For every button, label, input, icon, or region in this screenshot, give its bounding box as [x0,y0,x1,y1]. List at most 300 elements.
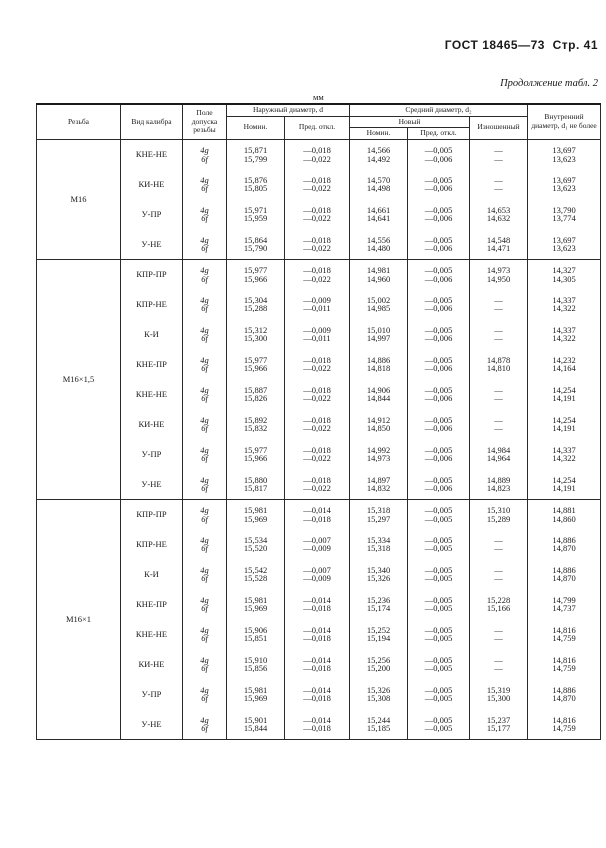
pitch-nominal-value: 14,498 [366,183,391,194]
pitch-worn-value: 14,889 [486,474,511,485]
gauge-type: У-ПР [121,439,183,469]
pitch-worn-value: 14,984 [486,444,511,455]
tolerance-field-value: 4g [200,354,209,365]
pitch-deviation-value: —0,005 [424,594,453,605]
outer-deviation-value: —0,009 [303,543,331,554]
inner-diameter-value: 14,759 [552,663,576,674]
pitch-worn [470,679,528,709]
inner-diameter [528,709,601,739]
tolerance-field-value: 6f [201,183,208,194]
pitch-worn [470,709,528,739]
outer-nominal-value: 15,892 [243,414,268,425]
pitch-nominal [350,559,408,589]
pitch-worn [470,469,528,499]
inner-diameter-value: 14,870 [552,543,576,554]
outer-nominal-value: 15,981 [243,594,268,605]
pitch-nominal [350,439,408,469]
tolerance-field-value: 6f [201,363,208,374]
pitch-worn [470,229,528,259]
tolerance-field [183,409,227,439]
tolerance-field-value: 6f [201,153,208,164]
pitch-deviation-value: —0,005 [424,534,453,545]
pitch-deviation [408,229,470,259]
outer-nominal [227,289,285,319]
gauge-type: КНЕ-НЕ [121,139,183,169]
pitch-deviation [408,649,470,679]
outer-deviation-value: —0,007 [303,534,331,545]
pitch-worn-value: — [494,393,503,404]
outer-nominal-value: 15,966 [243,363,268,374]
pitch-nominal-value: 15,318 [366,543,391,554]
table-row [37,709,601,739]
outer-deviation-value: —0,018 [303,384,331,395]
pitch-deviation-value: —0,006 [424,453,453,464]
table-row [37,439,601,469]
pitch-worn [470,529,528,559]
col-outer-nominal: Номин. [227,116,285,139]
pitch-worn [470,289,528,319]
pitch-worn-value: — [494,633,503,644]
pitch-nominal-value: 14,832 [366,483,391,494]
pitch-deviation-value: —0,005 [424,693,453,704]
outer-deviation-value: —0,014 [303,505,331,516]
outer-nominal-value: 15,969 [243,603,268,614]
table-row [37,289,601,319]
inner-diameter-value: 14,191 [552,393,576,404]
outer-deviation-value: —0,022 [303,213,331,224]
inner-diameter-value: 14,759 [552,633,576,644]
outer-nominal-value: 15,534 [243,534,268,545]
outer-deviation-value: —0,014 [303,594,331,605]
outer-deviation-value: —0,022 [303,363,331,374]
pitch-deviation-value: —0,006 [424,213,453,224]
gauge-type: КНЕ-ПР [121,349,183,379]
outer-nominal-value: 15,817 [243,483,268,494]
outer-nominal-value: 15,906 [243,624,268,635]
tolerance-field-value: 4g [200,265,209,276]
gauge-type: КНЕ-НЕ [121,619,183,649]
tolerance-field [183,529,227,559]
outer-nominal-value: 15,871 [243,145,268,156]
outer-deviation-value: —0,014 [303,684,331,695]
pitch-nominal-value: 14,897 [366,474,391,485]
inner-diameter [528,679,601,709]
pitch-nominal-value: 14,997 [366,333,391,344]
tolerance-field [183,139,227,169]
tolerance-field-value: 6f [201,573,208,584]
col-gauge-type: Вид калибра [121,104,183,139]
outer-deviation [285,679,350,709]
pitch-worn [470,409,528,439]
col-pitch-worn: Изношенный [470,116,528,139]
pitch-worn-value: 14,823 [486,483,511,494]
outer-nominal-value: 15,844 [243,723,268,734]
pitch-worn-value: 14,632 [486,213,511,224]
pitch-worn-value: 15,237 [486,714,511,725]
inner-diameter-value: 13,697 [552,174,576,185]
tolerance-field-value: 6f [201,723,208,734]
pitch-deviation-value: —0,005 [424,384,453,395]
pitch-worn-value: 14,950 [486,273,511,284]
pitch-deviation-value: —0,005 [424,505,453,516]
inner-diameter-value: 13,623 [552,183,576,194]
table-row [37,679,601,709]
outer-nominal-value: 15,528 [243,573,268,584]
pitch-nominal-value: 14,985 [366,303,391,314]
pitch-nominal-value: 14,492 [366,153,391,164]
outer-deviation-value: —0,018 [303,234,331,245]
table-row [37,139,601,169]
gauge-type: КПР-НЕ [121,529,183,559]
inner-diameter-value: 14,254 [552,414,576,425]
outer-deviation-value: —0,011 [303,333,331,344]
pitch-worn [470,559,528,589]
thread-designation: М16×1,5 [37,259,121,499]
pitch-worn-value: 14,973 [486,265,511,276]
thread-designation: М16 [37,139,121,259]
outer-deviation [285,319,350,349]
col-inner-diameter: Внутренний диаметр, d₁ не более [528,104,601,139]
inner-diameter [528,529,601,559]
pitch-worn-value: — [494,543,503,554]
pitch-deviation-value: —0,006 [424,303,453,314]
outer-deviation-value: —0,018 [303,603,331,614]
inner-diameter [528,649,601,679]
inner-diameter-value: 14,337 [552,444,576,455]
pitch-nominal-value: 14,981 [366,265,391,276]
page-header [445,38,598,52]
pitch-deviation [408,379,470,409]
pitch-worn-value: 15,177 [486,723,511,734]
pitch-deviation-value: —0,005 [424,543,453,554]
tolerance-field-value: 6f [201,633,208,644]
tolerance-field-value: 4g [200,414,209,425]
inner-diameter-value: 14,322 [552,453,576,464]
tolerance-field-value: 4g [200,624,209,635]
inner-diameter-value: 14,254 [552,384,576,395]
pitch-deviation [408,559,470,589]
pitch-nominal [350,649,408,679]
pitch-worn-value: — [494,183,503,194]
tolerance-field [183,469,227,499]
pitch-nominal-value: 15,002 [366,294,391,305]
tolerance-field-value: 6f [201,483,208,494]
tolerance-field [183,199,227,229]
tolerance-field [183,169,227,199]
col-outer-diameter: Наружный диаметр, d [227,104,350,116]
tolerance-field-value: 4g [200,684,209,695]
pitch-nominal [350,199,408,229]
outer-deviation-value: —0,007 [303,564,331,575]
outer-deviation [285,379,350,409]
pitch-deviation-value: —0,006 [424,243,453,254]
outer-deviation [285,259,350,289]
gauge-type: К-И [121,559,183,589]
outer-deviation-value: —0,018 [303,354,331,365]
pitch-nominal-value: 14,641 [366,213,391,224]
units-label: мм [313,92,324,102]
outer-nominal [227,649,285,679]
pitch-worn-value: 14,878 [486,354,511,365]
outer-nominal-value: 15,520 [243,543,268,554]
table-body [37,139,601,739]
tolerance-field [183,259,227,289]
tolerance-field-value: 6f [201,603,208,614]
pitch-deviation-value: —0,005 [424,573,453,584]
outer-deviation-value: —0,009 [303,294,331,305]
table-row [37,319,601,349]
pitch-nominal-value: 14,844 [366,393,391,404]
tolerance-field-value: 6f [201,333,208,344]
pitch-nominal [350,289,408,319]
inner-diameter [528,589,601,619]
table-row [37,259,601,289]
pitch-nominal [350,499,408,529]
pitch-deviation-value: —0,005 [424,174,453,185]
table-row [37,469,601,499]
pitch-worn-value: — [494,174,503,185]
pitch-worn [470,319,528,349]
tolerance-field-value: 6f [201,213,208,224]
tolerance-field [183,499,227,529]
pitch-worn-value: 14,810 [486,363,511,374]
outer-nominal-value: 15,971 [243,204,268,215]
pitch-worn-value: — [494,153,503,164]
pitch-deviation-value: —0,005 [424,654,453,665]
table-row [37,349,601,379]
outer-nominal [227,379,285,409]
col-tolerance-field: Поле допуска резьбы [183,104,227,139]
pitch-deviation [408,439,470,469]
pitch-deviation-value: —0,005 [424,204,453,215]
gauge-type: КНЕ-НЕ [121,379,183,409]
outer-nominal-value: 15,288 [243,303,268,314]
outer-nominal [227,319,285,349]
pitch-deviation [408,409,470,439]
col-outer-deviation: Пред. откл. [285,116,350,139]
tolerance-field-value: 4g [200,145,209,156]
tolerance-field-value: 6f [201,453,208,464]
tolerance-field-value: 6f [201,693,208,704]
outer-deviation-value: —0,022 [303,483,331,494]
pitch-nominal-value: 15,252 [366,624,391,635]
pitch-nominal-value: 14,992 [366,444,391,455]
pitch-worn [470,649,528,679]
inner-diameter-value: 14,322 [552,303,576,314]
outer-nominal [227,589,285,619]
pitch-nominal-value: 14,906 [366,384,391,395]
outer-nominal-value: 15,832 [243,423,268,434]
tolerance-field-value: 6f [201,663,208,674]
tolerance-field-value: 4g [200,204,209,215]
pitch-deviation-value: —0,005 [424,633,453,644]
pitch-nominal [350,469,408,499]
pitch-deviation-value: —0,006 [424,393,453,404]
pitch-worn-value: — [494,384,503,395]
pitch-nominal-value: 14,818 [366,363,391,374]
pitch-deviation-value: —0,006 [424,153,453,164]
outer-nominal-value: 15,542 [243,564,268,575]
outer-deviation [285,499,350,529]
outer-nominal [227,679,285,709]
inner-diameter [528,319,601,349]
pitch-deviation [408,169,470,199]
outer-nominal-value: 15,851 [243,633,268,644]
outer-nominal-value: 15,969 [243,693,268,704]
tolerance-field [183,379,227,409]
outer-deviation-value: —0,018 [303,693,331,704]
standard-number: ГОСТ 18465—73 [444,38,545,52]
pitch-worn [470,349,528,379]
inner-diameter [528,349,601,379]
col-pitch-new: Новый [350,116,470,128]
pitch-nominal-value: 14,566 [366,145,391,156]
tolerance-field-value: 6f [201,393,208,404]
pitch-nominal-value: 14,886 [366,354,391,365]
outer-deviation-value: —0,022 [303,183,331,194]
inner-diameter [528,229,601,259]
outer-nominal-value: 15,799 [243,153,268,164]
table-row [37,529,601,559]
pitch-nominal-value: 15,334 [366,534,391,545]
tolerance-field [183,229,227,259]
pitch-nominal-value: 15,236 [366,594,391,605]
inner-diameter-value: 14,816 [552,714,576,725]
outer-nominal [227,199,285,229]
pitch-deviation-value: —0,006 [424,423,453,434]
outer-deviation [285,199,350,229]
outer-nominal [227,469,285,499]
outer-nominal [227,709,285,739]
pitch-worn-value: — [494,534,503,545]
tolerance-field-value: 4g [200,234,209,245]
gauge-type: У-ПР [121,679,183,709]
pitch-worn [470,379,528,409]
pitch-deviation [408,349,470,379]
pitch-nominal [350,529,408,559]
pitch-nominal-value: 15,244 [366,714,391,725]
inner-diameter [528,379,601,409]
inner-diameter-value: 13,623 [552,243,576,254]
tolerance-field-value: 4g [200,474,209,485]
outer-nominal-value: 15,981 [243,684,268,695]
outer-nominal-value: 15,864 [243,234,268,245]
pitch-nominal-value: 14,556 [366,234,391,245]
tolerance-field [183,439,227,469]
table-row [37,379,601,409]
outer-nominal [227,409,285,439]
outer-deviation-value: —0,022 [303,153,331,164]
pitch-deviation [408,589,470,619]
outer-deviation-value: —0,018 [303,633,331,644]
gauge-type: КПР-ПР [121,259,183,289]
pitch-nominal-value: 14,973 [366,453,391,464]
outer-deviation-value: —0,009 [303,573,331,584]
tolerance-field [183,709,227,739]
tolerance-field-value: 6f [201,273,208,284]
outer-nominal [227,259,285,289]
pitch-nominal [350,379,408,409]
gauge-type: У-НЕ [121,229,183,259]
outer-nominal-value: 15,910 [243,654,268,665]
pitch-worn [470,259,528,289]
inner-diameter [528,499,601,529]
table-row [37,499,601,529]
outer-deviation-value: —0,009 [303,324,331,335]
outer-nominal [227,349,285,379]
tolerance-field [183,559,227,589]
pitch-deviation-value: —0,005 [424,474,453,485]
pitch-nominal [350,589,408,619]
gauge-type: КИ-НЕ [121,409,183,439]
outer-deviation [285,139,350,169]
pitch-deviation [408,319,470,349]
pitch-deviation-value: —0,005 [424,234,453,245]
outer-deviation-value: —0,014 [303,654,331,665]
outer-deviation-value: —0,018 [303,174,331,185]
pitch-worn-value: — [494,423,503,434]
table-row [37,619,601,649]
inner-diameter [528,619,601,649]
inner-diameter-value: 14,870 [552,693,576,704]
pitch-nominal-value: 15,297 [366,513,391,524]
outer-nominal-value: 15,977 [243,354,268,365]
outer-deviation-value: —0,018 [303,513,331,524]
pitch-worn-value: — [494,663,503,674]
outer-nominal-value: 15,959 [243,213,268,224]
pitch-nominal [350,259,408,289]
outer-nominal-value: 15,977 [243,444,268,455]
outer-deviation-value: —0,022 [303,393,331,404]
gauge-type: КИ-НЕ [121,169,183,199]
outer-nominal-value: 15,826 [243,393,268,404]
outer-deviation-value: —0,011 [303,303,331,314]
tolerance-field [183,349,227,379]
pitch-worn-value: — [494,624,503,635]
outer-deviation [285,439,350,469]
outer-deviation [285,559,350,589]
pitch-nominal-value: 15,256 [366,654,391,665]
tolerance-field-value: 4g [200,294,209,305]
table-row [37,229,601,259]
pitch-nominal-value: 14,570 [366,174,391,185]
outer-nominal-value: 15,966 [243,453,268,464]
pitch-deviation-value: —0,005 [424,684,453,695]
pitch-nominal-value: 15,174 [366,603,391,614]
inner-diameter-value: 13,697 [552,234,576,245]
inner-diameter-value: 14,759 [552,723,576,734]
tolerance-field-value: 4g [200,714,209,725]
pitch-nominal [350,349,408,379]
pitch-nominal-value: 15,010 [366,324,391,335]
outer-deviation [285,649,350,679]
thread-designation: М16×1 [37,499,121,739]
pitch-deviation [408,679,470,709]
outer-nominal-value: 15,856 [243,663,268,674]
outer-deviation-value: —0,018 [303,444,331,455]
outer-deviation [285,289,350,319]
pitch-worn-value: — [494,573,503,584]
outer-nominal [227,439,285,469]
inner-diameter-value: 14,886 [552,534,576,545]
outer-nominal-value: 15,887 [243,384,268,395]
inner-diameter [528,469,601,499]
pitch-nominal-value: 15,194 [366,633,391,644]
pitch-worn-value: — [494,654,503,665]
outer-nominal-value: 15,966 [243,273,268,284]
pitch-worn [470,439,528,469]
tolerance-field-value: 4g [200,505,209,516]
